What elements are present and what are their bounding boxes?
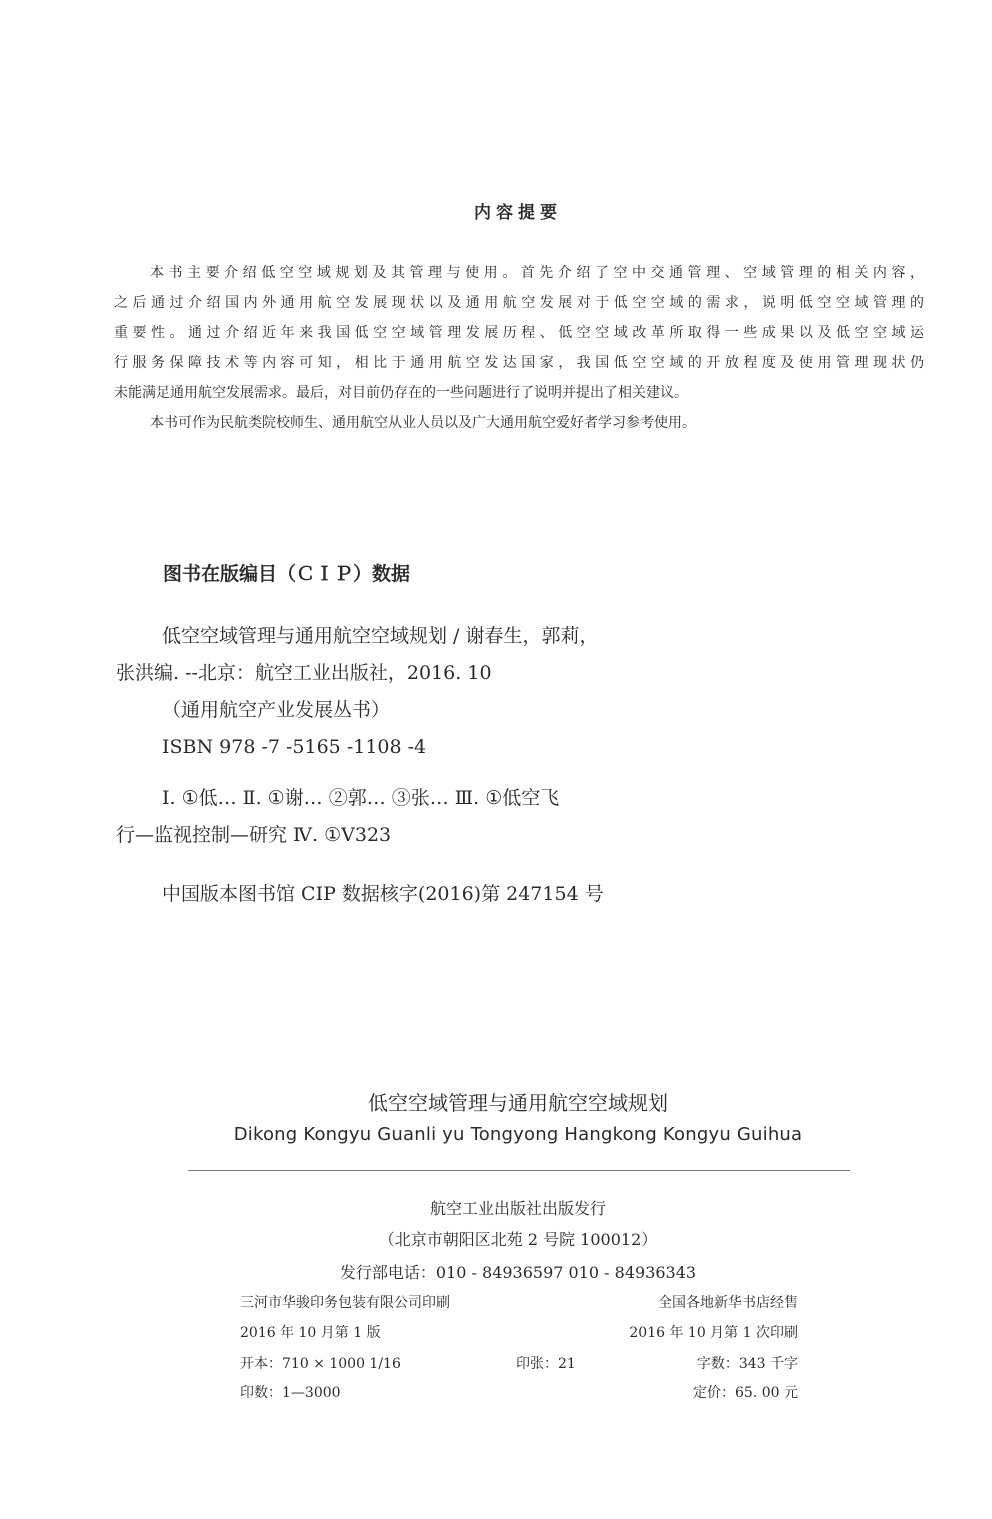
book-title-pinyin: Dikong Kongyu Guanli yu Tongyong Hangkong Kongyu Guihua (233, 1124, 803, 1145)
cip-verification-number: 中国版本图书馆 CIP 数据核字(2016)第 247154 号 (162, 883, 604, 905)
cip-isbn-line: ISBN 978 -7 -5165 -1108 -4 (162, 736, 427, 758)
cip-subject-line: Ⅰ. ①低… Ⅱ. ①谢… ②郭… ③张… Ⅲ. ①低空飞 (162, 787, 560, 809)
summary-line: 行服务保障技术等内容可知，相比于通用航空发达国家，我国低空空域的开放程度及使用管理现状仍 (114, 355, 924, 371)
summary-body (114, 258, 924, 438)
summary-line: 之后通过介绍国内外通用航空发展现状以及通用航空发展对于低空空域的需求，说明低空空域管理的 (114, 295, 924, 311)
colophon-divider (188, 1170, 850, 1171)
cip-series-line: （通用航空产业发展丛书） (162, 699, 391, 721)
word-count: 字数：343 千字 (696, 1356, 798, 1372)
printed-sheets: 印张：21 (516, 1356, 576, 1372)
print-run: 印数：1—3000 (240, 1385, 341, 1401)
cip-publication-line: 张洪编. --北京：航空工业出版社，2016. 10 (116, 662, 492, 684)
cip-record (116, 618, 736, 913)
publisher-line: 航空工业出版社出版发行 (429, 1199, 606, 1218)
cip-title-line: 低空空域管理与通用航空空域规划 / 谢春生，郭莉， (162, 625, 599, 647)
distributor: 全国各地新华书店经售 (658, 1295, 798, 1311)
cip-subject-line-continued: 行—监视控制—研究 Ⅳ. ①V323 (116, 824, 392, 846)
summary-paragraph-1 (114, 258, 924, 408)
publisher-address: （北京市朝阳区北苑 2 号院 100012） (378, 1230, 658, 1249)
printing: 2016 年 10 月第 1 次印刷 (629, 1325, 798, 1341)
printer: 三河市华骏印务包装有限公司印刷 (240, 1295, 450, 1311)
summary-paragraph-2: 本书可作为民航类院校师生、通用航空从业人员以及广大通用航空爱好者学习参考使用。 (150, 415, 696, 431)
cip-heading: 图书在版编目（ＣＩＰ）数据 (163, 563, 411, 585)
summary-title: 内容提要 (474, 203, 562, 223)
book-title-chinese: 低空空域管理与通用航空空域规划 (368, 1091, 668, 1115)
edition: 2016 年 10 月第 1 版 (240, 1325, 381, 1341)
price: 定价：65. 00 元 (693, 1385, 798, 1401)
summary-line: 本书主要介绍低空空域规划及其管理与使用。首先介绍了空中交通管理、空域管理的相关内容， (150, 265, 924, 281)
book-format: 开本：710 × 1000 1/16 (240, 1356, 401, 1372)
summary-line: 未能满足通用航空发展需求。最后，对目前仍存在的一些问题进行了说明并提出了相关建议。 (114, 385, 688, 401)
summary-line: 重要性。通过介绍近年来我国低空空域管理发展历程、低空空域改革所取得一些成果以及低空空域运 (114, 325, 924, 341)
distribution-phone: 发行部电话：010 - 84936597 010 - 84936343 (339, 1263, 697, 1282)
